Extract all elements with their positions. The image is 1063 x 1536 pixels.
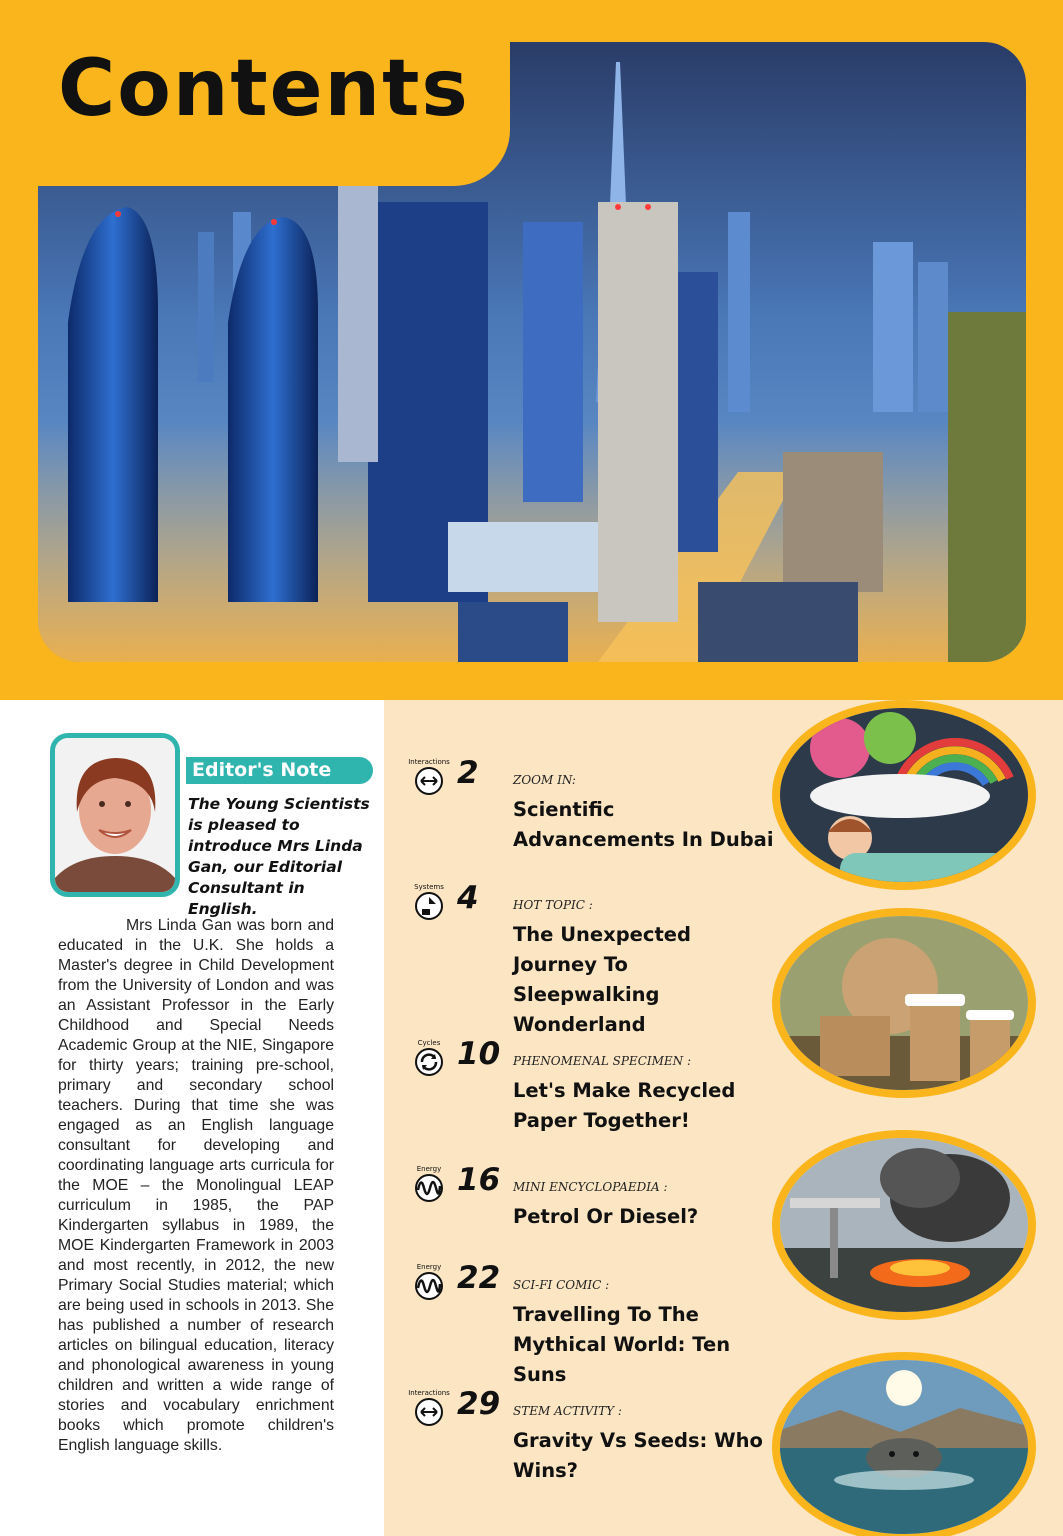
article-title: The Unexpected Journey To Sleepwalking Wonderland (513, 923, 691, 1036)
category-label: ZOOM IN: (513, 773, 576, 787)
energy-icon (405, 1162, 453, 1210)
contents-entry[interactable] (405, 1162, 785, 1242)
svg-text:Cycles: Cycles (417, 1039, 441, 1047)
svg-text:Systems: Systems (414, 883, 444, 891)
category-label: STEM ACTIVITY : (513, 1404, 622, 1418)
page-number: 29 (457, 1386, 501, 1422)
seal-in-water-photo (772, 1352, 1036, 1536)
contents-entry[interactable] (405, 1260, 785, 1386)
editor-portrait (50, 733, 180, 897)
svg-text:Interactions: Interactions (408, 1389, 450, 1397)
editor-bio: Mrs Linda Gan was born and educated in the U.K. She holds a Master's degree in Child Development from the University of London and was an Assistant Professor in the Early Childhood and Special Needs Academic Group at the NIE, Singapore for thirty years; training pre-school, primary and secondary school teachers. During that time she was engaged as an English language consultant for developing and coordinating language arts curricula for the MOE – the Monolingual LEAP curriculum in 1985, the PAP Kindergarten syllabus in 1989, the MOE Kindergarten Framework in 2003 and most recently, in 2012, the new Primary Social Studies material; which are being used in schools in 2013. She has published a number of research articles on bilingual education, literacy and phonological awareness in young children and written a wide range of stories and vocabulary enrichment books which promote children's English language skills. (58, 917, 334, 1454)
interactions-icon (405, 1386, 453, 1434)
interactions-icon (405, 755, 453, 803)
editor-note-tag: Editor's Note (186, 757, 373, 784)
page-title: Contents (58, 44, 470, 134)
svg-text:Interactions: Interactions (408, 758, 450, 766)
contents-entry[interactable] (405, 755, 785, 851)
page-number: 10 (457, 1036, 501, 1072)
article-title: Travelling To The Mythical World: Ten Suns (513, 1303, 731, 1386)
article-title: Petrol Or Diesel? (513, 1205, 699, 1228)
energy-icon (405, 1260, 453, 1308)
contents-entry[interactable] (405, 880, 785, 1036)
article-title: Let's Make Recycled Paper Together! (513, 1079, 736, 1132)
page-number: 2 (457, 755, 479, 791)
cycles-icon (405, 1036, 453, 1084)
article-title: Scientific Advancements In Dubai (513, 798, 774, 851)
page-number: 22 (457, 1260, 501, 1296)
category-label: HOT TOPIC : (513, 898, 593, 912)
page-number: 4 (457, 880, 479, 916)
category-label: MINI ENCYCLOPAEDIA : (513, 1180, 668, 1194)
recycled-paper-products-photo (772, 908, 1036, 1098)
page-number: 16 (457, 1162, 501, 1198)
fuel-fire-photo (772, 1130, 1036, 1320)
editor-note-intro: The Young Scientists is pleased to introduce Mrs Linda Gan, our Editorial Consultant in English. (188, 795, 370, 918)
title-tab (0, 0, 510, 186)
category-label: SCI-FI COMIC : (513, 1278, 610, 1292)
contents-entry[interactable] (405, 1386, 785, 1496)
sleepwalking-dream-illustration (772, 700, 1036, 890)
svg-text:Energy: Energy (416, 1263, 442, 1271)
contents-entry[interactable] (405, 1036, 785, 1146)
category-label: PHENOMENAL SPECIMEN : (513, 1054, 692, 1068)
systems-icon (405, 880, 453, 928)
article-title: Gravity Vs Seeds: Who Wins? (513, 1429, 763, 1482)
svg-text:Energy: Energy (416, 1165, 442, 1173)
